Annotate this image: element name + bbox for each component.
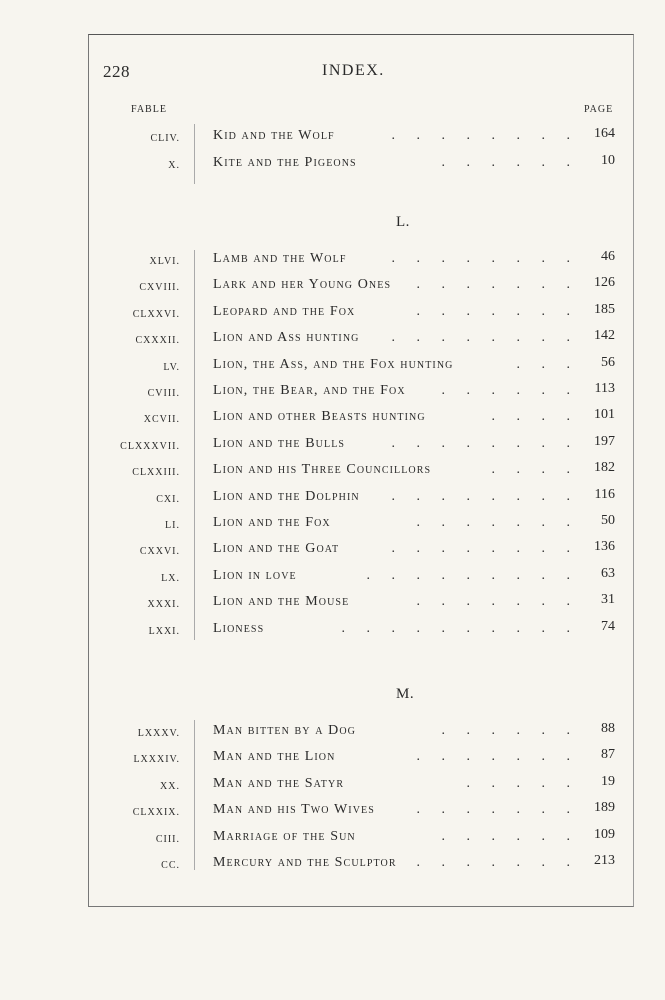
fable-number: CXXVI. bbox=[139, 546, 180, 558]
fable-number: CLXXXVII. bbox=[120, 440, 180, 452]
leader-dots: . . . . . . . . bbox=[391, 541, 579, 557]
leader-dots: . . . bbox=[516, 356, 579, 372]
fable-number: LXXI. bbox=[148, 625, 180, 637]
fable-number: CIII. bbox=[155, 833, 180, 845]
index-entry bbox=[96, 802, 621, 822]
fable-title: Lioness bbox=[213, 620, 265, 636]
fable-title: Marriage of the Sun bbox=[213, 828, 356, 844]
fable-number: CLXXVI. bbox=[132, 308, 180, 320]
page-reference: 142 bbox=[594, 328, 615, 344]
fable-title: Man and the Satyr bbox=[213, 775, 345, 791]
fable-number: XCVII. bbox=[143, 414, 180, 426]
fable-title: Lamb and the Wolf bbox=[213, 251, 347, 266]
page-reference: 189 bbox=[594, 800, 615, 816]
page-reference: 185 bbox=[594, 301, 615, 317]
index-entry bbox=[96, 618, 621, 641]
page-reference: 74 bbox=[601, 618, 615, 634]
fable-title: Lark and her Young Ones bbox=[213, 277, 392, 293]
index-entry bbox=[96, 433, 621, 456]
fable-number: CLXXIII. bbox=[132, 467, 180, 479]
fable-number: X. bbox=[168, 160, 180, 171]
fable-title: Man and the Lion bbox=[213, 749, 336, 765]
page-reference: 46 bbox=[601, 249, 615, 264]
page-reference: 116 bbox=[594, 486, 615, 502]
fable-number: LI. bbox=[165, 520, 180, 531]
fable-number: CXI. bbox=[156, 493, 180, 505]
leader-dots: . . . . . . . . bbox=[391, 488, 579, 504]
fable-title: Lion in love bbox=[213, 567, 297, 583]
page-reference: 182 bbox=[594, 460, 615, 476]
fable-title: Lion, the Bear, and the Fox bbox=[213, 383, 406, 398]
fable-title: Kite and the Pigeons bbox=[213, 155, 357, 170]
index-entry bbox=[96, 354, 621, 377]
leader-dots: . . . . . . . bbox=[416, 303, 579, 319]
page-reference: 126 bbox=[594, 275, 615, 291]
fable-number: CXXXII. bbox=[135, 335, 180, 347]
fable-number: XX. bbox=[160, 780, 180, 792]
index-entry bbox=[96, 565, 621, 588]
leader-dots: . . . . . bbox=[466, 775, 579, 791]
fable-number: LXXXV. bbox=[137, 728, 180, 739]
index-entry bbox=[96, 277, 621, 297]
fable-number: LXXXIV. bbox=[133, 754, 180, 766]
index-entry bbox=[96, 128, 621, 148]
fable-title: Lion and the Fox bbox=[213, 515, 331, 530]
page-reference: 56 bbox=[601, 354, 615, 370]
leader-dots: . . . . . . . bbox=[416, 515, 579, 530]
index-entry bbox=[96, 301, 621, 324]
index-entry bbox=[96, 515, 621, 535]
fable-title: Mercury and the Sculptor bbox=[213, 855, 397, 870]
index-entry bbox=[96, 826, 621, 849]
leader-dots: . . . . . . bbox=[441, 828, 579, 844]
index-entry bbox=[96, 383, 621, 403]
leader-dots: . . . . . . . . bbox=[391, 330, 579, 346]
page-reference: 164 bbox=[594, 126, 615, 141]
leader-dots: . . . . . . . . bbox=[391, 128, 579, 143]
index-entry bbox=[96, 462, 621, 482]
page-number: 228 bbox=[103, 62, 130, 81]
fable-number: CXVIII. bbox=[139, 282, 180, 294]
index-entry bbox=[96, 594, 621, 614]
page-reference: 109 bbox=[594, 826, 615, 842]
page-reference: 31 bbox=[601, 592, 615, 608]
fable-title: Lion and the Mouse bbox=[213, 594, 350, 610]
fable-number: LX. bbox=[161, 572, 180, 584]
page-reference: 101 bbox=[594, 407, 615, 423]
fable-title: Lion and the Bulls bbox=[213, 435, 346, 451]
page-title: INDEX. bbox=[322, 62, 385, 79]
fable-title: Lion and Ass hunting bbox=[213, 330, 360, 346]
leader-dots: . . . . . . . bbox=[416, 802, 579, 818]
page-reference: 197 bbox=[594, 433, 615, 449]
index-entry bbox=[96, 541, 621, 561]
leader-dots: . . . . . . . . bbox=[391, 435, 579, 451]
page-reference: 213 bbox=[594, 853, 615, 868]
leader-dots: . . . . . . bbox=[441, 155, 579, 170]
page-reference: 10 bbox=[601, 153, 615, 168]
page-reference: 63 bbox=[601, 565, 615, 581]
fable-title: Kid and the Wolf bbox=[213, 128, 335, 143]
leader-dots: . . . . . . . bbox=[416, 594, 579, 610]
fable-number: LV. bbox=[163, 361, 180, 373]
leader-dots: . . . . bbox=[491, 462, 579, 478]
index-entry bbox=[96, 773, 621, 796]
page-reference: 136 bbox=[594, 539, 615, 555]
fable-number: CC. bbox=[161, 860, 180, 871]
fable-title: Lion and the Dolphin bbox=[213, 488, 360, 504]
fable-column-header: FABLE bbox=[131, 104, 167, 115]
leader-dots: . . . . . . . bbox=[416, 855, 579, 870]
index-entry bbox=[96, 330, 621, 350]
page-reference: 88 bbox=[601, 721, 615, 736]
fable-title: Man bitten by a Dog bbox=[213, 723, 357, 738]
leader-dots: . . . . . . . bbox=[416, 749, 579, 765]
index-entry bbox=[96, 409, 621, 429]
page-reference: 50 bbox=[601, 513, 615, 528]
section-heading-m: M. bbox=[396, 686, 415, 702]
fable-title: Man and his Two Wives bbox=[213, 802, 375, 818]
fable-title: Lion and other Beasts hunting bbox=[213, 409, 426, 425]
page-reference: 87 bbox=[601, 747, 615, 763]
fable-title: Lion and his Three Councillors bbox=[213, 462, 432, 478]
fable-number: CLXXIX. bbox=[132, 807, 180, 819]
index-entry bbox=[96, 723, 621, 743]
page-reference: 113 bbox=[594, 381, 615, 396]
fable-number: XLVI. bbox=[149, 256, 180, 267]
page-reference: 19 bbox=[601, 773, 615, 789]
page-column-header: PAGE bbox=[584, 104, 614, 115]
index-entry bbox=[96, 486, 621, 509]
fable-title: Leopard and the Fox bbox=[213, 303, 356, 319]
leader-dots: . . . . . . . . . . bbox=[341, 620, 579, 636]
leader-dots: . . . . . . bbox=[441, 723, 579, 738]
section-heading-l: L. bbox=[396, 214, 410, 230]
fable-title: Lion and the Goat bbox=[213, 541, 340, 557]
index-entry bbox=[96, 155, 621, 175]
leader-dots: . . . . . . bbox=[441, 383, 579, 398]
index-entry bbox=[96, 251, 621, 271]
leader-dots: . . . . . . . bbox=[416, 277, 579, 293]
fable-number: XXXI. bbox=[147, 599, 180, 611]
fable-number: CVIII. bbox=[147, 388, 180, 399]
index-entry bbox=[96, 855, 621, 875]
leader-dots: . . . . . . . . . bbox=[366, 567, 579, 583]
index-entry bbox=[96, 749, 621, 769]
fable-number: CLIV. bbox=[150, 133, 180, 144]
leader-dots: . . . . bbox=[491, 409, 579, 425]
fable-title: Lion, the Ass, and the Fox hunting bbox=[213, 356, 454, 372]
leader-dots: . . . . . . . . bbox=[391, 251, 579, 266]
